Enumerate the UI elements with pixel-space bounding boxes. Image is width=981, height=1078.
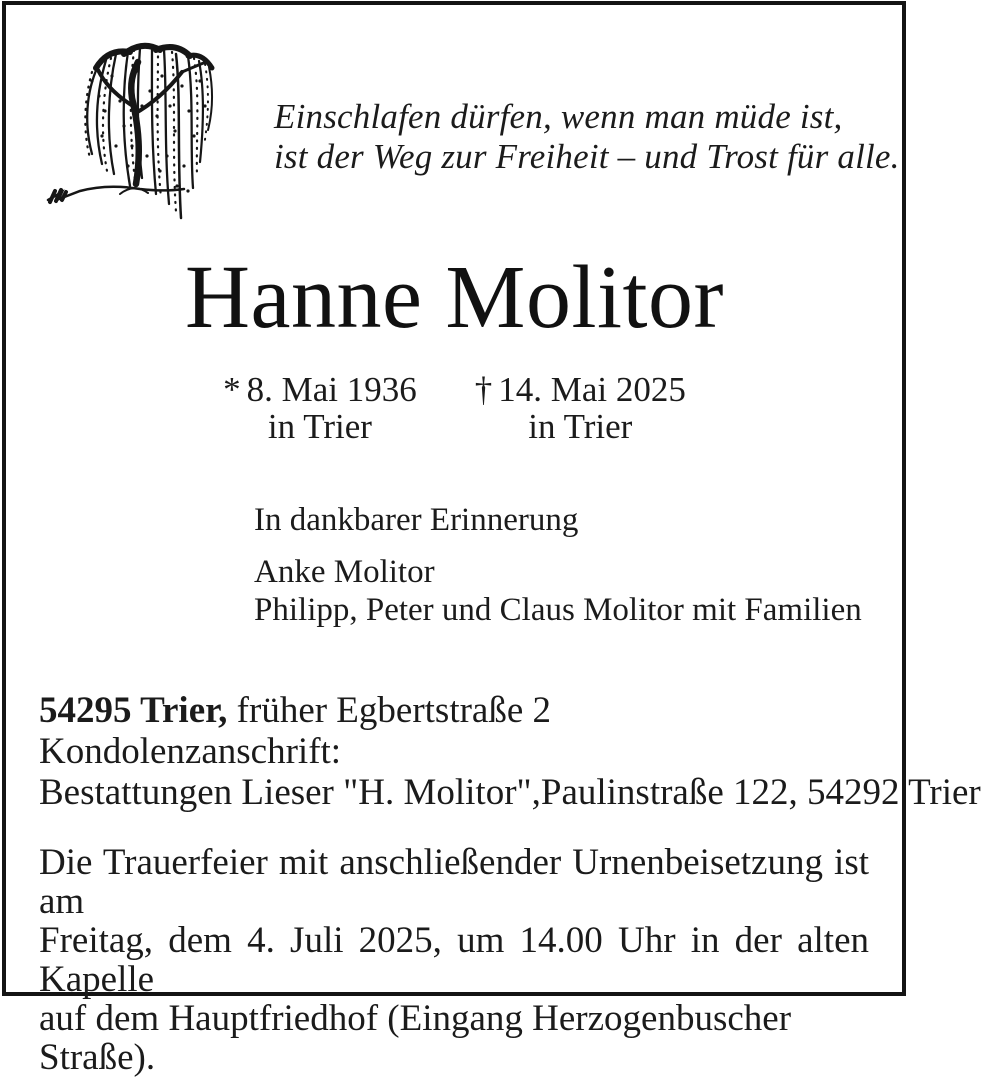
deceased-name: Hanne Molitor [185, 248, 724, 347]
death-date: 14. Mai 2025 [498, 370, 686, 409]
birth-star-icon: * [223, 370, 241, 409]
funeral-line-1: Die Trauerfeier mit anschließender Urnenbeisetzung ist am [39, 842, 869, 922]
memorial-intro: In dankbarer Erinnerung [254, 502, 579, 538]
birth-date-block [223, 371, 417, 445]
residence-line [39, 690, 981, 731]
weeping-willow-icon [42, 36, 252, 236]
birth-date: 8. Mai 1936 [246, 370, 417, 409]
contact-block [39, 690, 981, 813]
death-cross-icon: † [474, 370, 493, 409]
funeral-line-3: auf dem Hauptfriedhof (Eingang Herzogenbuscher Straße). [39, 998, 792, 1078]
death-date-block [475, 371, 686, 445]
condolence-address: Bestattungen Lieser "H. Molitor",Paulinstraße 122, 54292 Trier [39, 772, 981, 813]
mourners-list [254, 553, 862, 629]
condolence-label: Kondolenzanschrift: [39, 731, 342, 772]
birth-date-line [223, 371, 417, 408]
willow-tree-sketch [42, 36, 252, 236]
epitaph-quote [274, 97, 900, 177]
funeral-announcement [39, 843, 869, 1077]
funeral-line-2: Freitag, dem 4. Juli 2025, um 14.00 Uhr in der alten Kapelle [39, 920, 869, 1000]
birth-place: in Trier [267, 407, 372, 446]
residence-postal-city: 54295 Trier, [39, 690, 228, 731]
mourner-line: Anke Molitor [254, 554, 435, 590]
epitaph-quote-line-2: ist der Weg zur Freiheit – und Trost für alle. [274, 137, 900, 176]
memorial-block [254, 500, 862, 629]
death-date-line [475, 371, 686, 408]
residence-former-street: früher Egbertstraße 2 [236, 690, 552, 731]
epitaph-quote-line-1: Einschlafen dürfen, wenn man müde ist, [274, 97, 843, 136]
death-place: in Trier [528, 407, 633, 446]
mourner-line: Philipp, Peter und Claus Molitor mit Familien [254, 592, 862, 628]
life-dates [0, 371, 909, 445]
